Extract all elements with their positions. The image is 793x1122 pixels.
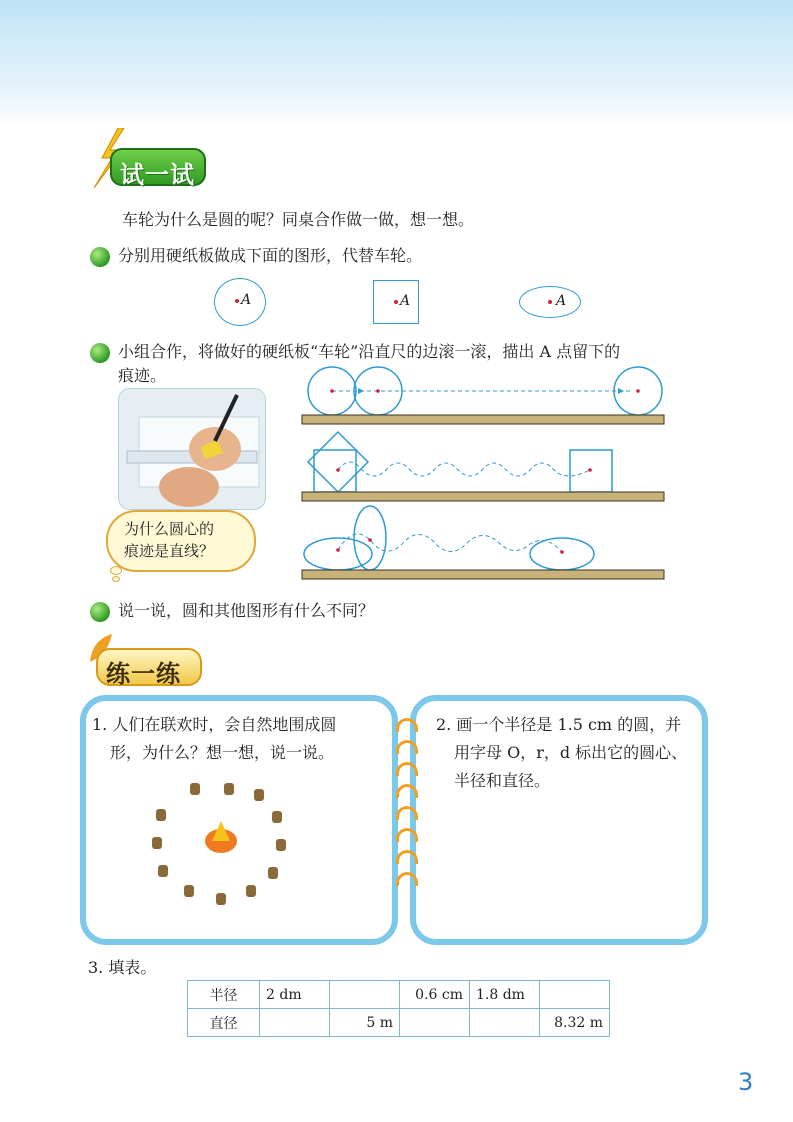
try-section-badge bbox=[88, 128, 220, 190]
practice-section-title: 练一练 bbox=[106, 660, 181, 688]
bullet-compare-shapes: 说一说，圆和其他图形有什么不同？ bbox=[118, 601, 375, 620]
green-bullet-icon bbox=[90, 343, 110, 363]
hands-drawing-photo bbox=[118, 388, 266, 510]
bubble-line-1: 为什么圆心的 bbox=[124, 520, 215, 538]
radius-diameter-table bbox=[187, 980, 610, 1037]
table-cell bbox=[540, 981, 610, 1009]
bullet-roll-instruction: 小组合作，将做好的硬纸板“车轮”沿直尺的边滚一滚，描出 A 点留下的 bbox=[118, 342, 621, 361]
green-bullet-icon bbox=[90, 247, 110, 267]
bubble-tail-dot bbox=[110, 566, 122, 575]
ellipse-shape bbox=[519, 286, 581, 318]
circle-rolling-row bbox=[302, 367, 664, 424]
point-marker bbox=[548, 300, 552, 304]
question-card-1 bbox=[80, 695, 398, 945]
q1-line-2: 形，为什么？想一想，说一说。 bbox=[110, 743, 335, 762]
q1-line-1: 1. 人们在联欢时，会自然地围成圆 bbox=[92, 715, 337, 734]
point-marker bbox=[394, 300, 398, 304]
page-number: 3 bbox=[738, 1068, 754, 1096]
question-card-2 bbox=[410, 695, 708, 945]
header-band bbox=[0, 0, 793, 128]
table-cell: 直径 bbox=[188, 1009, 260, 1037]
table-cell: 0.6 cm bbox=[400, 981, 470, 1009]
q3-label: 3. 填表。 bbox=[88, 958, 157, 977]
bullet-roll-instruction-cont: 痕迹。 bbox=[118, 366, 167, 385]
table-row bbox=[188, 981, 610, 1009]
table-cell: 5 m bbox=[330, 1009, 400, 1037]
table-cell bbox=[330, 981, 400, 1009]
bullet-make-shapes: 分别用硬纸板做成下面的图形，代替车轮。 bbox=[118, 246, 423, 265]
table-cell bbox=[470, 1009, 540, 1037]
practice-section-badge bbox=[90, 640, 210, 688]
try-intro: 车轮为什么是圆的呢？同桌合作做一做，想一想。 bbox=[122, 210, 475, 229]
center-point bbox=[235, 299, 239, 303]
people-circle-illustration bbox=[146, 781, 296, 911]
point-a-label: A bbox=[241, 292, 252, 308]
q2-line-1: 2. 画一个半径是 1.5 cm 的圆，并 bbox=[436, 715, 682, 734]
table-cell: 2 dm bbox=[260, 981, 330, 1009]
circle-shape bbox=[214, 278, 266, 326]
point-a-label: A bbox=[400, 293, 411, 309]
table-cell bbox=[260, 1009, 330, 1037]
table-cell: 1.8 dm bbox=[470, 981, 540, 1009]
bubble-line-2: 痕迹是直线？ bbox=[124, 542, 215, 560]
square-rolling-row bbox=[302, 432, 664, 501]
table-cell: 8.32 m bbox=[540, 1009, 610, 1037]
q2-line-3: 半径和直径。 bbox=[454, 771, 551, 790]
thought-bubble bbox=[106, 510, 256, 572]
rolling-traces-diagram bbox=[298, 364, 670, 586]
bubble-tail-dot bbox=[112, 576, 120, 582]
table-cell: 半径 bbox=[188, 981, 260, 1009]
ellipse-rolling-row bbox=[302, 506, 664, 579]
square-shape bbox=[373, 280, 419, 324]
table-row bbox=[188, 1009, 610, 1037]
green-bullet-icon bbox=[90, 602, 110, 622]
q2-line-2: 用字母 O，r，d 标出它的圆心、 bbox=[454, 743, 688, 762]
table-cell bbox=[400, 1009, 470, 1037]
point-a-label: A bbox=[556, 293, 567, 309]
try-section-title: 试一试 bbox=[120, 161, 195, 189]
